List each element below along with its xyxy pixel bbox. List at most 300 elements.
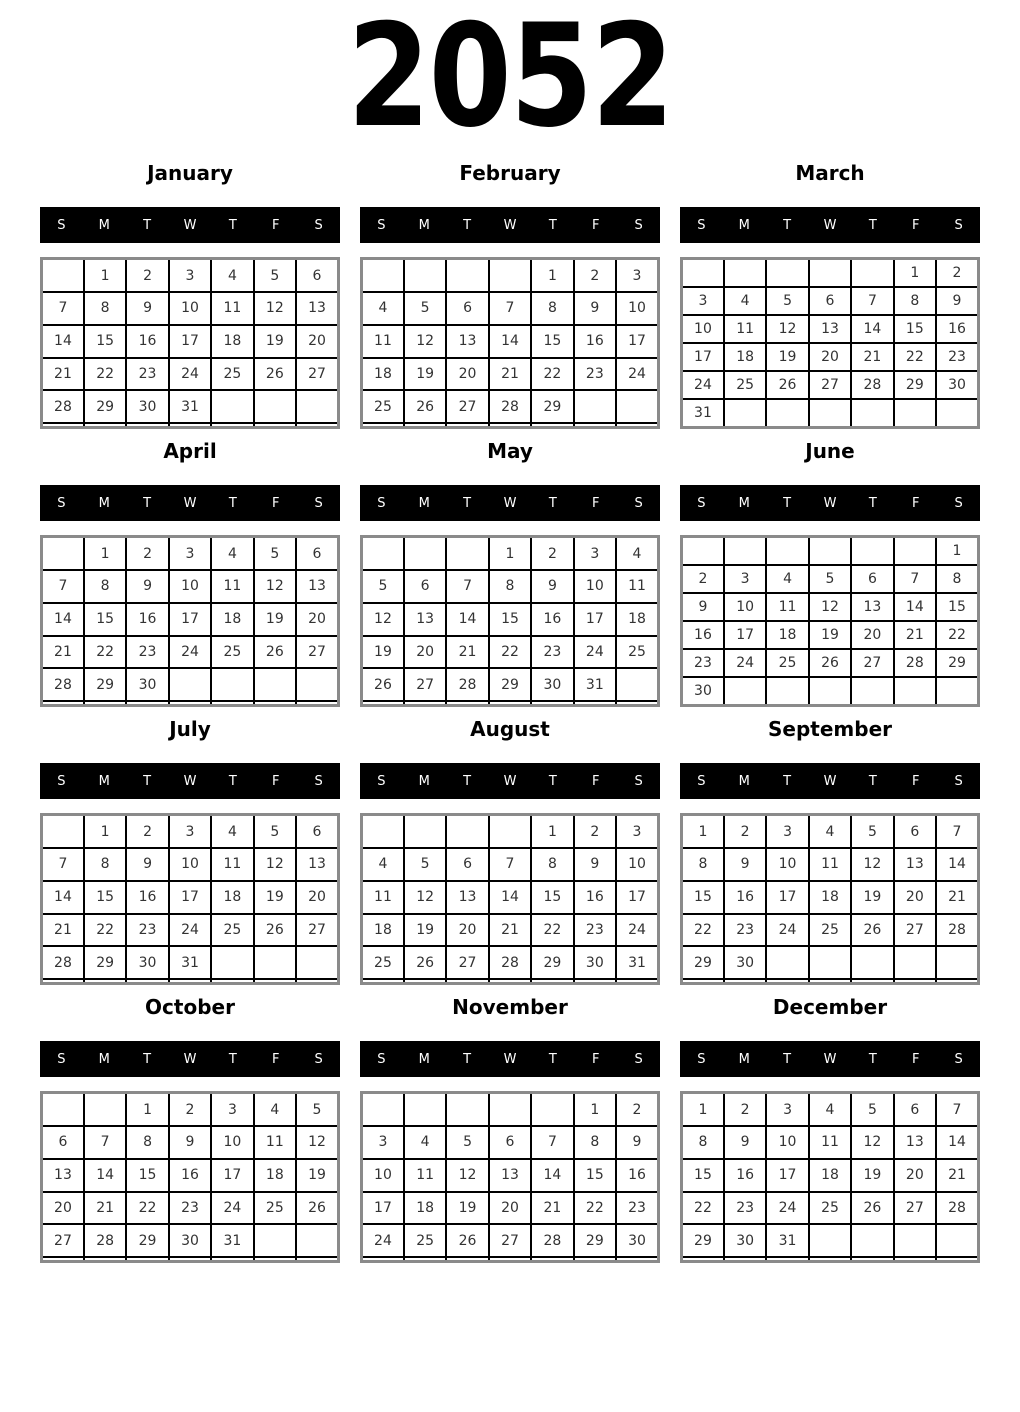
weekday-label: S (377, 495, 386, 511)
day-cell: 14 (936, 1126, 978, 1159)
day-cell-empty (446, 423, 488, 428)
day-cell: 20 (894, 1159, 936, 1192)
day-cell: 9 (682, 593, 724, 621)
day-cell: 30 (936, 371, 978, 399)
day-cell: 24 (574, 636, 616, 669)
week-row (42, 537, 339, 571)
day-cell-empty (724, 259, 766, 288)
day-cell: 17 (362, 1192, 404, 1225)
week-row (682, 1192, 979, 1225)
day-cell: 15 (574, 1159, 616, 1192)
day-cell-empty (446, 1093, 488, 1127)
day-cell: 17 (682, 343, 724, 371)
day-cell-empty (169, 701, 211, 706)
day-cell-empty (126, 1257, 168, 1262)
day-cell-empty (84, 1257, 126, 1262)
day-cell: 26 (254, 914, 296, 947)
day-cell: 8 (126, 1126, 168, 1159)
day-cell-empty (809, 537, 851, 566)
day-cell: 11 (724, 315, 766, 343)
day-cell: 12 (446, 1159, 488, 1192)
day-cell: 7 (531, 1126, 573, 1159)
day-cell: 25 (362, 946, 404, 979)
day-cell: 17 (616, 325, 658, 358)
day-cell-empty (489, 423, 531, 428)
day-cell-empty (851, 399, 893, 428)
day-cell: 23 (126, 914, 168, 947)
day-cell-empty (362, 1093, 404, 1127)
day-cell: 17 (574, 603, 616, 636)
day-cell: 8 (84, 848, 126, 881)
day-cell: 18 (809, 1159, 851, 1192)
day-cell: 26 (254, 358, 296, 391)
day-cell: 1 (489, 537, 531, 571)
weekday-label: F (911, 1051, 920, 1067)
day-cell: 25 (362, 390, 404, 423)
day-cell: 18 (616, 603, 658, 636)
weekday-label: S (377, 1051, 386, 1067)
day-cell-empty (404, 537, 446, 571)
days-grid (40, 1091, 340, 1263)
day-cell-empty (84, 979, 126, 984)
day-cell: 28 (446, 668, 488, 701)
weekday-label: T (548, 495, 557, 511)
week-row (362, 668, 659, 701)
day-cell: 13 (296, 570, 338, 603)
day-cell: 10 (766, 848, 808, 881)
weekday-label: M (738, 1051, 750, 1067)
days-grid (680, 813, 980, 985)
day-cell: 4 (404, 1126, 446, 1159)
day-cell-empty (296, 390, 338, 423)
day-cell: 25 (211, 914, 253, 947)
day-cell: 13 (851, 593, 893, 621)
day-cell: 3 (682, 287, 724, 315)
day-cell: 31 (574, 668, 616, 701)
day-cell: 10 (724, 593, 766, 621)
week-row (42, 292, 339, 325)
day-cell-empty (169, 979, 211, 984)
week-row (362, 423, 659, 428)
day-cell: 2 (531, 537, 573, 571)
day-cell: 10 (211, 1126, 253, 1159)
week-row (362, 1224, 659, 1257)
day-cell: 8 (574, 1126, 616, 1159)
day-cell-empty (211, 423, 253, 428)
day-cell: 31 (616, 946, 658, 979)
day-cell: 27 (42, 1224, 84, 1257)
day-cell: 8 (894, 287, 936, 315)
day-cell-empty (362, 701, 404, 706)
day-cell: 9 (574, 292, 616, 325)
day-cell: 28 (42, 946, 84, 979)
weekday-label: S (954, 217, 963, 233)
day-cell: 1 (84, 815, 126, 849)
weekday-label: S (697, 1051, 706, 1067)
day-cell: 12 (404, 325, 446, 358)
weekday-label: S (314, 217, 323, 233)
day-cell: 22 (682, 1192, 724, 1225)
day-cell: 3 (211, 1093, 253, 1127)
month-september (680, 711, 980, 989)
day-cell-empty (446, 537, 488, 571)
day-cell-empty (724, 537, 766, 566)
day-cell: 3 (766, 1093, 808, 1127)
day-cell: 28 (894, 649, 936, 677)
weekday-label: T (548, 773, 557, 789)
day-cell: 14 (42, 881, 84, 914)
day-cell: 3 (766, 815, 808, 849)
week-row (362, 848, 659, 881)
weekday-label: T (228, 217, 237, 233)
day-cell: 7 (936, 1093, 978, 1127)
month-may (360, 433, 660, 711)
day-cell: 3 (616, 259, 658, 293)
day-cell: 10 (682, 315, 724, 343)
day-cell: 11 (809, 848, 851, 881)
week-row (362, 636, 659, 669)
week-row (42, 1159, 339, 1192)
day-cell: 24 (211, 1192, 253, 1225)
day-cell: 18 (362, 358, 404, 391)
day-cell: 6 (894, 815, 936, 849)
day-cell: 11 (211, 292, 253, 325)
day-cell-empty (809, 399, 851, 428)
day-cell: 9 (169, 1126, 211, 1159)
day-cell: 29 (84, 390, 126, 423)
day-cell: 17 (616, 881, 658, 914)
month-april (40, 433, 340, 711)
weekday-label: T (868, 773, 877, 789)
day-cell: 16 (574, 325, 616, 358)
day-cell: 8 (531, 292, 573, 325)
day-cell: 14 (936, 848, 978, 881)
day-cell-empty (446, 701, 488, 706)
day-cell: 20 (296, 603, 338, 636)
weekday-label: M (738, 495, 750, 511)
day-cell: 20 (446, 358, 488, 391)
day-cell: 5 (809, 565, 851, 593)
month-name: April (163, 439, 217, 463)
day-cell: 27 (296, 358, 338, 391)
day-cell-empty (362, 979, 404, 984)
day-cell: 20 (446, 914, 488, 947)
day-cell-empty (724, 979, 766, 984)
week-row (362, 1126, 659, 1159)
day-cell: 4 (211, 537, 253, 571)
day-cell: 22 (84, 358, 126, 391)
day-cell-empty (616, 390, 658, 423)
week-row (42, 815, 339, 849)
weekday-header (40, 207, 340, 243)
day-cell: 3 (169, 537, 211, 571)
weekday-label: W (823, 217, 837, 233)
day-cell: 24 (616, 358, 658, 391)
day-cell-empty (42, 537, 84, 571)
day-cell: 6 (809, 287, 851, 315)
day-cell: 13 (489, 1159, 531, 1192)
day-cell: 9 (126, 570, 168, 603)
day-cell-empty (296, 701, 338, 706)
week-row (682, 371, 979, 399)
weekday-label: T (143, 1051, 152, 1067)
week-row (682, 881, 979, 914)
day-cell: 11 (766, 593, 808, 621)
day-cell: 28 (936, 914, 978, 947)
week-row (42, 979, 339, 984)
day-cell: 8 (682, 1126, 724, 1159)
weekday-label: F (591, 1051, 600, 1067)
day-cell: 3 (724, 565, 766, 593)
day-cell: 1 (936, 537, 978, 566)
weekday-label: S (314, 495, 323, 511)
day-cell-empty (254, 1224, 296, 1257)
day-cell-empty (254, 1257, 296, 1262)
day-cell-empty (84, 1093, 126, 1127)
weekday-label: F (591, 773, 600, 789)
day-cell: 12 (254, 292, 296, 325)
weekday-label: S (57, 495, 66, 511)
month-july (40, 711, 340, 989)
day-cell-empty (42, 259, 84, 293)
day-cell-empty (766, 537, 808, 566)
weekday-header (360, 1041, 660, 1077)
day-cell-empty (809, 1257, 851, 1262)
day-cell: 4 (211, 259, 253, 293)
week-row (682, 649, 979, 677)
day-cell-empty (766, 1257, 808, 1262)
week-row (682, 343, 979, 371)
week-row (42, 570, 339, 603)
week-row (362, 701, 659, 706)
day-cell: 23 (531, 636, 573, 669)
day-cell: 7 (489, 292, 531, 325)
day-cell: 17 (169, 325, 211, 358)
weekday-label: S (697, 217, 706, 233)
day-cell: 10 (169, 570, 211, 603)
day-cell-empty (404, 1257, 446, 1262)
day-cell: 1 (84, 259, 126, 293)
week-row (362, 1093, 659, 1127)
day-cell: 20 (296, 325, 338, 358)
day-cell-empty (42, 701, 84, 706)
day-cell: 26 (404, 946, 446, 979)
day-cell: 13 (446, 325, 488, 358)
day-cell: 6 (404, 570, 446, 603)
day-cell: 20 (851, 621, 893, 649)
day-cell-empty (211, 1257, 253, 1262)
day-cell: 29 (574, 1224, 616, 1257)
day-cell: 14 (489, 325, 531, 358)
weekday-label: T (548, 1051, 557, 1067)
day-cell: 7 (446, 570, 488, 603)
week-row (42, 1257, 339, 1262)
day-cell: 20 (894, 881, 936, 914)
week-row (42, 603, 339, 636)
day-cell: 31 (766, 1224, 808, 1257)
month-january (40, 155, 340, 433)
days-grid (680, 257, 980, 429)
weekday-label: S (57, 217, 66, 233)
week-row (362, 358, 659, 391)
day-cell: 15 (84, 603, 126, 636)
week-row (362, 259, 659, 293)
day-cell: 5 (851, 815, 893, 849)
day-cell-empty (211, 979, 253, 984)
month-february (360, 155, 660, 433)
day-cell: 22 (84, 636, 126, 669)
day-cell: 6 (296, 259, 338, 293)
day-cell: 10 (362, 1159, 404, 1192)
weekday-label: W (183, 495, 197, 511)
day-cell: 24 (766, 1192, 808, 1225)
day-cell: 10 (616, 292, 658, 325)
month-name: September (768, 717, 892, 741)
day-cell: 29 (936, 649, 978, 677)
day-cell: 26 (809, 649, 851, 677)
day-cell-empty (489, 1257, 531, 1262)
week-row (682, 815, 979, 849)
day-cell-empty (809, 259, 851, 288)
day-cell: 25 (724, 371, 766, 399)
week-row (682, 315, 979, 343)
days-grid (40, 535, 340, 707)
day-cell: 7 (936, 815, 978, 849)
day-cell: 17 (766, 1159, 808, 1192)
month-name: June (805, 439, 855, 463)
weekday-label: F (271, 1051, 280, 1067)
day-cell: 12 (766, 315, 808, 343)
day-cell: 15 (531, 881, 573, 914)
day-cell-empty (489, 1093, 531, 1127)
day-cell: 28 (936, 1192, 978, 1225)
day-cell-empty (766, 979, 808, 984)
day-cell: 16 (574, 881, 616, 914)
month-name: January (147, 161, 233, 185)
week-row (42, 325, 339, 358)
week-row (362, 1159, 659, 1192)
weekday-label: S (634, 1051, 643, 1067)
day-cell-empty (42, 1257, 84, 1262)
day-cell: 28 (42, 390, 84, 423)
day-cell-empty (851, 1257, 893, 1262)
day-cell: 28 (42, 668, 84, 701)
day-cell: 17 (169, 603, 211, 636)
day-cell-empty (404, 815, 446, 849)
day-cell: 22 (936, 621, 978, 649)
day-cell: 28 (84, 1224, 126, 1257)
day-cell: 20 (489, 1192, 531, 1225)
day-cell: 16 (126, 603, 168, 636)
day-cell: 21 (84, 1192, 126, 1225)
day-cell: 21 (42, 636, 84, 669)
day-cell: 25 (809, 1192, 851, 1225)
day-cell: 27 (296, 636, 338, 669)
day-cell: 3 (616, 815, 658, 849)
day-cell: 30 (126, 668, 168, 701)
weekday-header (360, 207, 660, 243)
day-cell: 17 (169, 881, 211, 914)
day-cell: 24 (616, 914, 658, 947)
day-cell: 15 (894, 315, 936, 343)
day-cell: 20 (809, 343, 851, 371)
day-cell: 16 (682, 621, 724, 649)
day-cell-empty (894, 537, 936, 566)
week-row (682, 677, 979, 706)
weekday-label: T (548, 217, 557, 233)
day-cell: 15 (531, 325, 573, 358)
day-cell: 12 (254, 848, 296, 881)
week-row (42, 423, 339, 428)
day-cell: 30 (724, 946, 766, 979)
week-row (42, 881, 339, 914)
day-cell: 11 (362, 881, 404, 914)
weekday-label: F (911, 773, 920, 789)
day-cell-empty (126, 701, 168, 706)
day-cell: 16 (616, 1159, 658, 1192)
day-cell-empty (296, 1257, 338, 1262)
day-cell: 30 (126, 390, 168, 423)
day-cell: 14 (851, 315, 893, 343)
weekday-label: F (591, 495, 600, 511)
day-cell-empty (489, 979, 531, 984)
month-name: December (772, 995, 888, 1019)
day-cell: 6 (446, 848, 488, 881)
day-cell: 21 (531, 1192, 573, 1225)
day-cell: 17 (211, 1159, 253, 1192)
day-cell-empty (616, 423, 658, 428)
day-cell: 1 (531, 259, 573, 293)
days-grid (40, 257, 340, 429)
day-cell-empty (936, 399, 978, 428)
day-cell: 9 (724, 848, 766, 881)
month-october (40, 989, 340, 1267)
day-cell: 5 (851, 1093, 893, 1127)
week-row (682, 621, 979, 649)
day-cell-empty (296, 979, 338, 984)
day-cell: 7 (42, 292, 84, 325)
weekday-label: W (823, 495, 837, 511)
day-cell: 1 (531, 815, 573, 849)
day-cell-empty (766, 399, 808, 428)
day-cell: 2 (574, 815, 616, 849)
week-row (362, 979, 659, 984)
day-cell: 27 (446, 390, 488, 423)
day-cell-empty (404, 423, 446, 428)
weekday-label: S (57, 773, 66, 789)
weekday-label: S (954, 1051, 963, 1067)
day-cell: 20 (404, 636, 446, 669)
day-cell: 8 (531, 848, 573, 881)
weekday-label: W (823, 1051, 837, 1067)
day-cell: 22 (682, 914, 724, 947)
week-row (362, 1192, 659, 1225)
day-cell: 18 (724, 343, 766, 371)
weekday-label: W (503, 217, 517, 233)
day-cell-empty (362, 1257, 404, 1262)
day-cell: 27 (489, 1224, 531, 1257)
weekday-label: M (98, 495, 110, 511)
day-cell: 18 (404, 1192, 446, 1225)
day-cell-empty (616, 668, 658, 701)
day-cell: 29 (126, 1224, 168, 1257)
week-row (682, 287, 979, 315)
weekday-label: S (954, 495, 963, 511)
day-cell: 6 (42, 1126, 84, 1159)
day-cell: 26 (851, 1192, 893, 1225)
day-cell-empty (42, 1093, 84, 1127)
week-row (362, 570, 659, 603)
